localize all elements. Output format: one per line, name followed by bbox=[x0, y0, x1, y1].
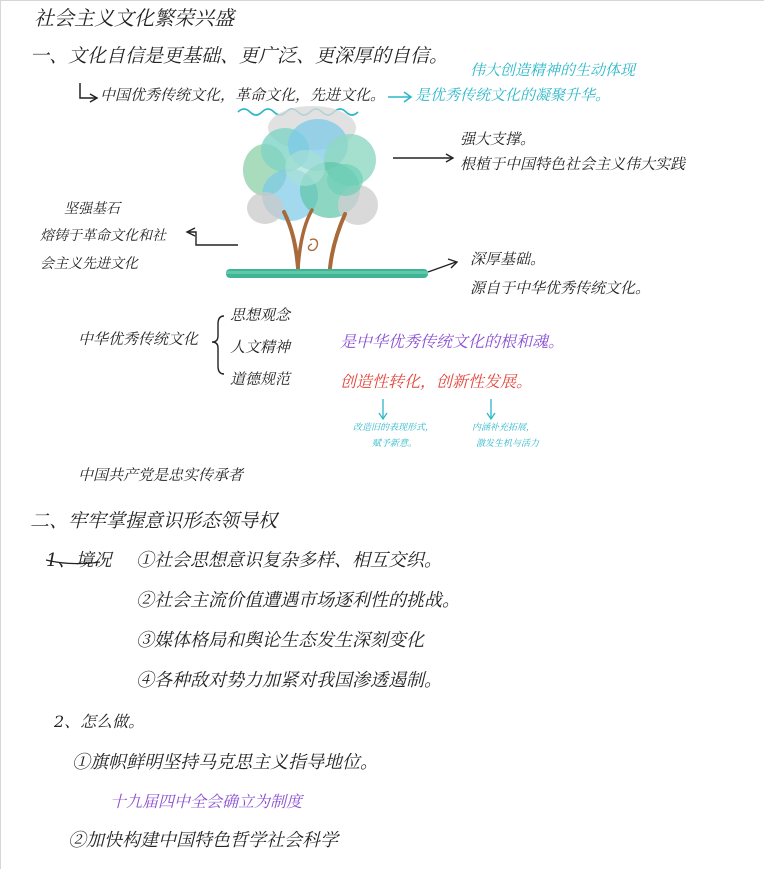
reform-form-note-1: 改造旧的表现形式， bbox=[353, 423, 435, 433]
arrow-bedrock bbox=[188, 232, 238, 245]
tree-illustration bbox=[226, 106, 428, 278]
root-soul-note: 是中华优秀传统文化的根和魂。 bbox=[340, 332, 565, 351]
tradition-label: 中华优秀传统文化 bbox=[78, 330, 199, 348]
sublimation-note: 是优秀传统文化的凝聚升华。 bbox=[415, 86, 611, 104]
transformation-note: 创造性转化，创新性发展。 bbox=[340, 372, 533, 391]
measure-1: ①旗帜鲜明坚持马克思主义指导地位。 bbox=[72, 752, 378, 773]
section1-heading: 一、文化自信是更基础、更广泛、更深厚的自信。 bbox=[30, 45, 449, 67]
foundation-desc: 源自于中华优秀传统文化。 bbox=[470, 279, 651, 297]
page-title: 社会主义文化繁荣兴盛 bbox=[34, 6, 234, 30]
situation-item-1: ①社会思想意识复杂多样、相互交织。 bbox=[136, 550, 442, 571]
support-label: 强大支撑。 bbox=[460, 130, 536, 148]
bedrock-label: 坚强基石 bbox=[64, 201, 120, 217]
bedrock-desc-2: 会主义先进文化 bbox=[40, 256, 138, 272]
measure-1-note: 十九届四中全会确立为制度 bbox=[110, 792, 303, 811]
measure-2: ②加快构建中国特色哲学社会科学 bbox=[68, 830, 338, 851]
support-desc: 根植于中国特色社会主义伟大实践 bbox=[460, 155, 686, 173]
expand-note-1: 内涵补充拓展， bbox=[472, 423, 536, 433]
tradition-item-1: 思想观念 bbox=[230, 306, 291, 324]
tradition-item-2: 人文精神 bbox=[230, 338, 291, 356]
party-note: 中国共产党是忠实传承者 bbox=[78, 466, 244, 484]
foundation-label: 深厚基础。 bbox=[470, 250, 546, 268]
situation-label: 1、境况 bbox=[46, 550, 112, 571]
measures-label: 2、怎么做。 bbox=[54, 712, 145, 731]
bedrock-desc-1: 熔铸于革命文化和社 bbox=[40, 228, 166, 244]
expand-note-2: 激发生机与活力 bbox=[476, 439, 540, 449]
creative-spirit-note: 伟大创造精神的生动体现 bbox=[470, 61, 636, 79]
section2-heading: 二、牢牢掌握意识形态领导权 bbox=[30, 510, 278, 532]
culture-sources: 中国优秀传统文化，革命文化，先进文化。 bbox=[100, 86, 386, 104]
situation-item-4: ④各种敌对势力加紧对我国渗透遏制。 bbox=[136, 670, 442, 691]
reform-form-note-2: 赋予新意。 bbox=[372, 439, 418, 449]
situation-item-2: ②社会主流价值遭遇市场逐利性的挑战。 bbox=[136, 590, 460, 611]
situation-item-3: ③媒体格局和舆论生态发生深刻变化 bbox=[136, 630, 424, 651]
tradition-brace bbox=[212, 316, 224, 374]
tradition-item-3: 道德规范 bbox=[230, 370, 291, 388]
